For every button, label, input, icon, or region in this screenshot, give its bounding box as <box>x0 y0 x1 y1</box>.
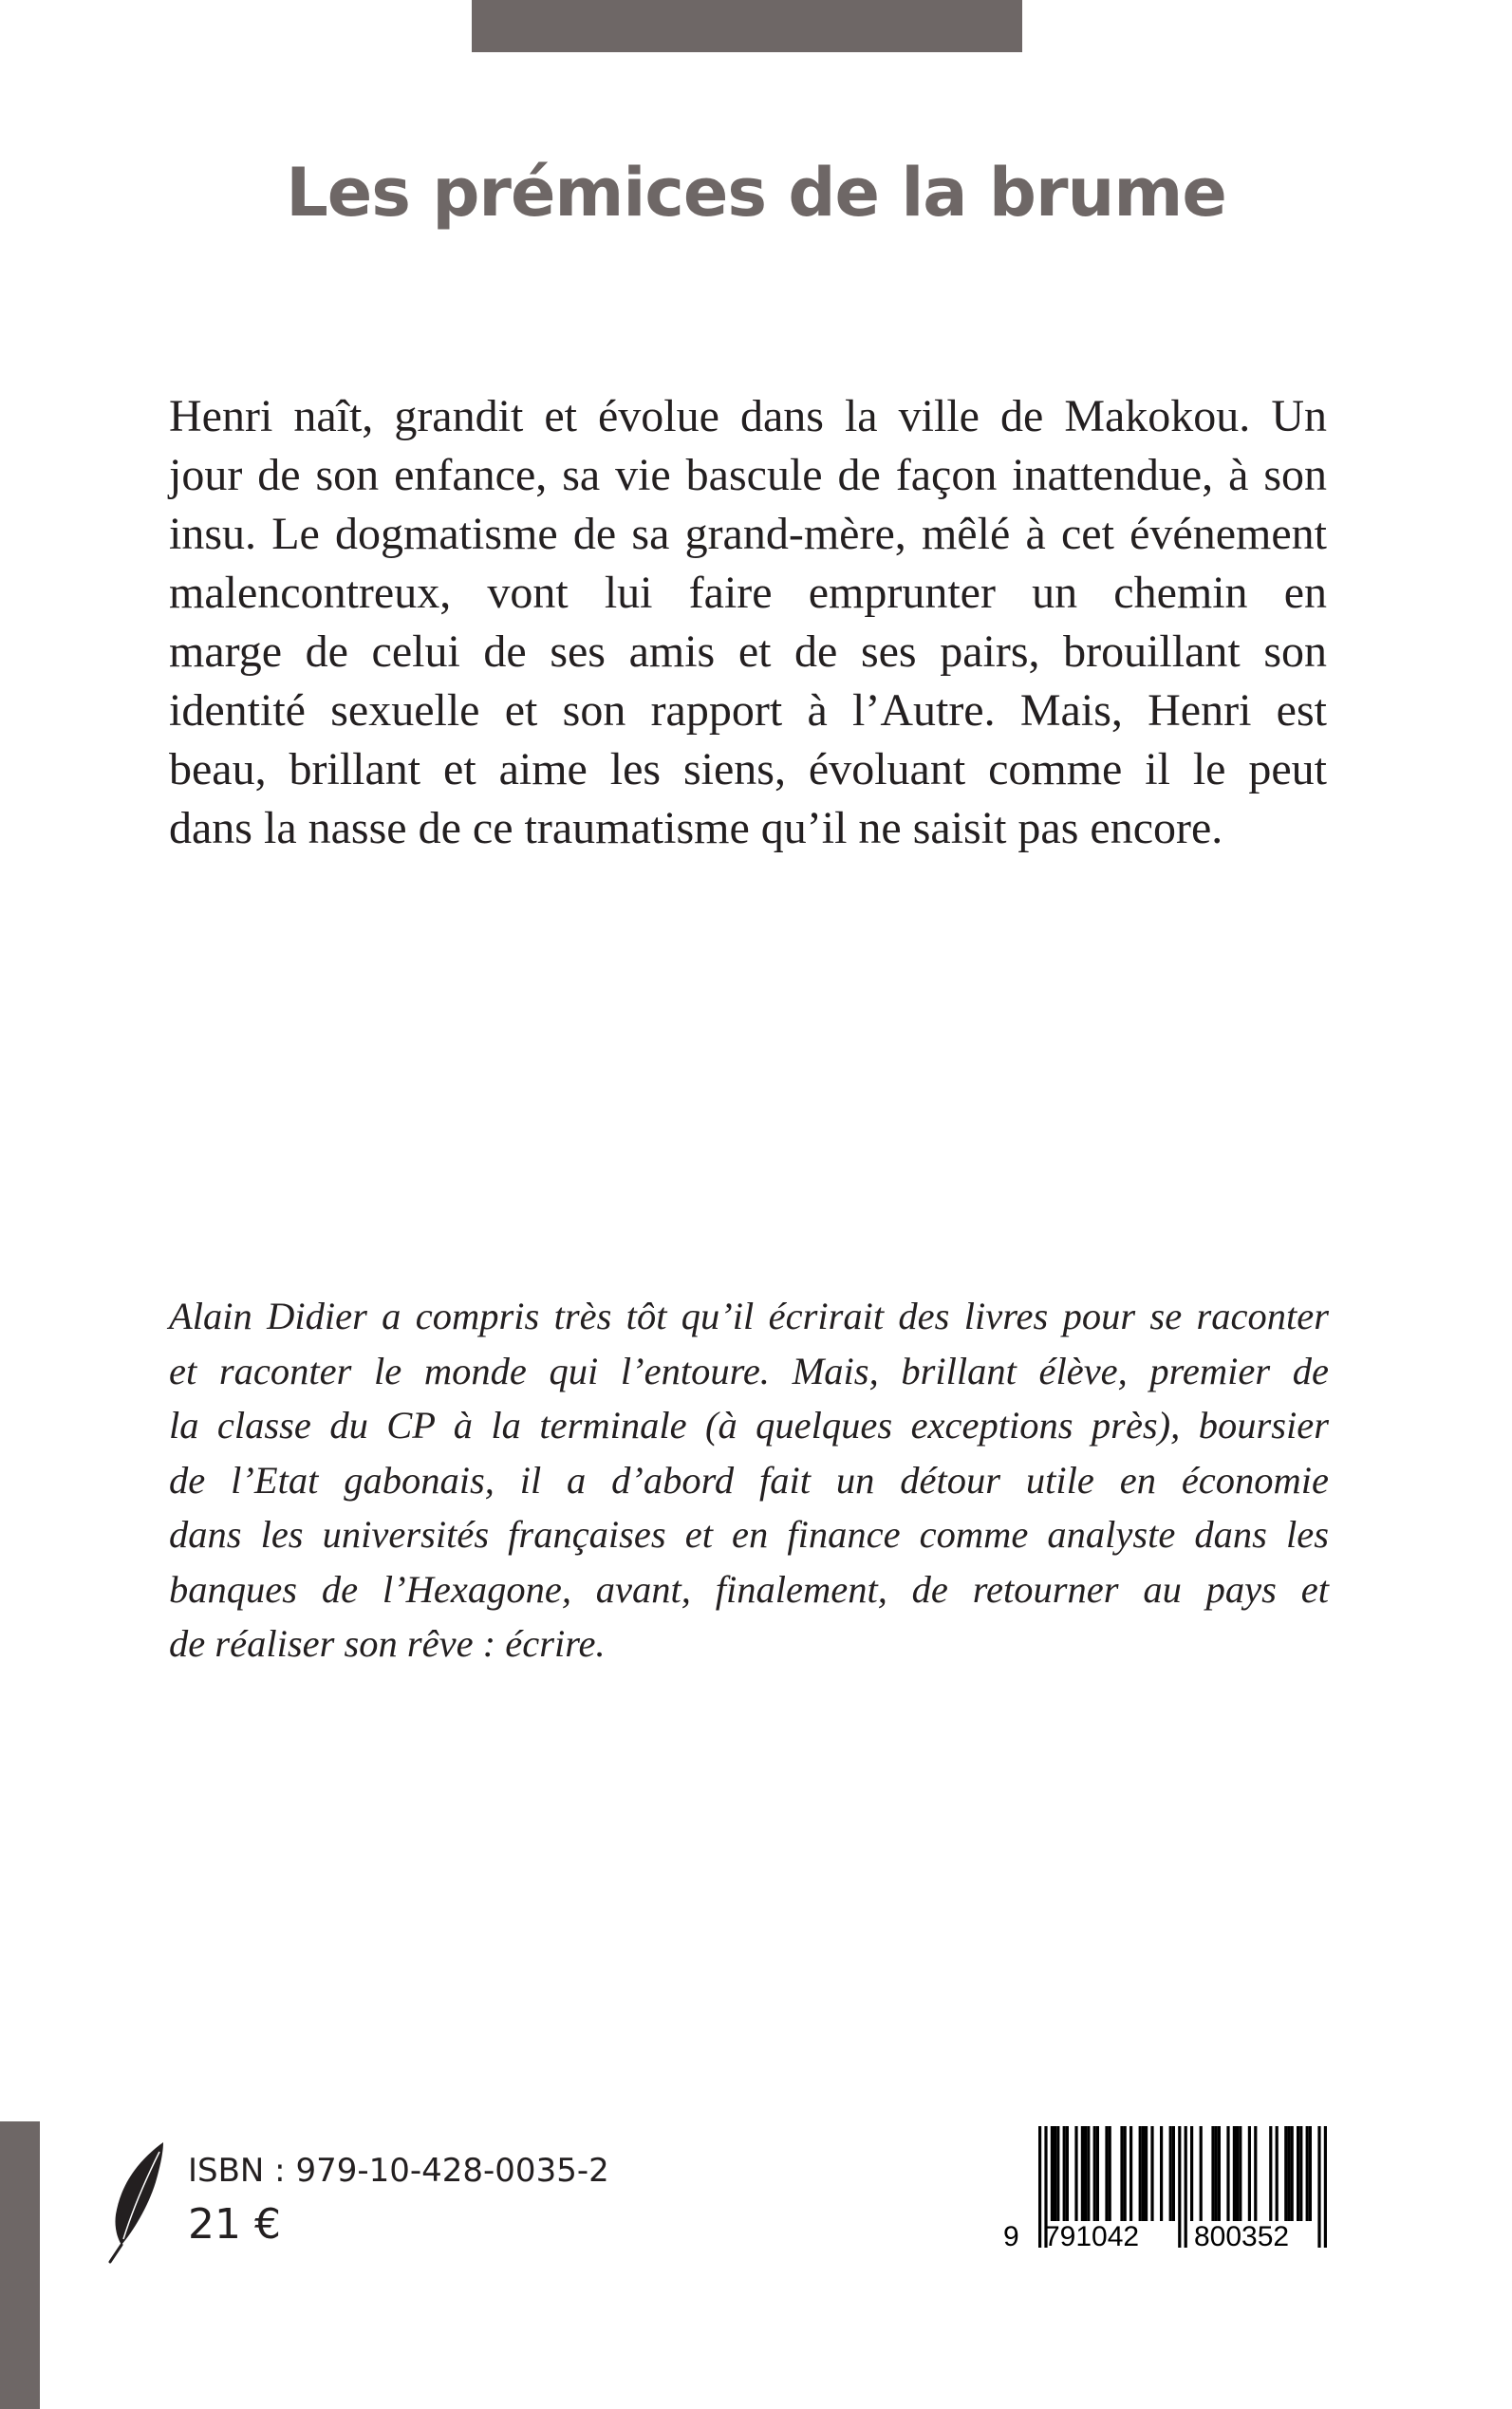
barcode-bar <box>1276 2126 1279 2221</box>
barcode-bar <box>1054 2126 1056 2221</box>
summary-line: beau, brillant et aime les siens, évoluant comme il le peut <box>169 744 1327 794</box>
barcode-bar <box>1074 2126 1077 2221</box>
barcode-bar <box>1145 2126 1148 2221</box>
barcode-bar <box>1087 2126 1090 2221</box>
barcode-bar <box>1291 2126 1294 2221</box>
barcode-bar <box>1051 2126 1054 2221</box>
summary-line: identité sexuelle et son rapport à l’Autre. Mais, Henri est <box>169 685 1327 736</box>
barcode-bar <box>1105 2126 1108 2221</box>
barcode-guard-bar <box>1324 2126 1327 2248</box>
summary-line: Henri naît, grandit et évolue dans la ville de Makokou. Un <box>169 391 1327 441</box>
barcode-bar <box>1284 2126 1287 2221</box>
barcode-digits-left: 791042 <box>1044 2221 1140 2252</box>
barcode-guard-bar <box>1178 2126 1181 2248</box>
bio-line: dans les universités françaises et en finance comme analyste dans les <box>169 1513 1329 1556</box>
bio-line: de l’Etat gabonais, il a d’abord fait un détour utile en économie <box>169 1458 1329 1502</box>
barcode-bar <box>1063 2126 1066 2221</box>
barcode-bar <box>1200 2126 1203 2221</box>
barcode-guard-bar <box>1038 2126 1041 2248</box>
price-text: 21 € <box>188 2200 281 2249</box>
summary-line: jour de son enfance, sa vie bascule de façon inattendue, à son <box>169 450 1327 500</box>
barcode-digit-first: 9 <box>1003 2221 1019 2252</box>
barcode-bar <box>1139 2126 1142 2221</box>
barcode-bar <box>1142 2126 1145 2221</box>
summary-line: dans la nasse de ce traumatisme qu’il ne saisit pas encore. <box>169 803 1223 853</box>
summary-line: insu. Le dogmatisme de sa grand-mère, mêlé à cet événement <box>169 509 1327 559</box>
barcode-bar <box>1236 2126 1239 2221</box>
isbn-text: ISBN : 979-10-428-0035-2 <box>188 2152 609 2190</box>
barcode-guard-bar <box>1185 2126 1187 2248</box>
barcode-digits-right: 800352 <box>1194 2221 1290 2252</box>
barcode-bar <box>1254 2126 1257 2221</box>
top-accent-bar <box>472 0 1022 52</box>
barcode-bar <box>1150 2126 1153 2221</box>
barcode-bar <box>1299 2126 1302 2221</box>
bio-line: de réaliser son rêve : écrire. <box>169 1622 606 1665</box>
barcode-bar <box>1297 2126 1299 2221</box>
summary-line: malencontreux, vont lui faire emprunter un chemin en <box>169 568 1327 618</box>
barcode-bar <box>1160 2126 1163 2221</box>
barcode-bar <box>1124 2126 1127 2221</box>
barcode-guard-bar <box>1317 2126 1320 2248</box>
bio-line: Alain Didier a compris très tôt qu’il écrirait des livres pour se raconter <box>169 1295 1329 1337</box>
barcode-bar <box>1081 2126 1084 2221</box>
side-accent-bar <box>0 2121 40 2409</box>
barcode-bar <box>1306 2126 1309 2221</box>
bio-line: la classe du CP à la terminale (à quelques exceptions près), boursier <box>169 1404 1329 1447</box>
barcode-bar <box>1120 2126 1123 2221</box>
barcode-bar <box>1215 2126 1218 2221</box>
barcode-bar <box>1093 2126 1096 2221</box>
barcode-bar <box>1084 2126 1087 2221</box>
barcode-bar <box>1233 2126 1236 2221</box>
author-bio <box>169 1289 1329 1671</box>
barcode-bar <box>1287 2126 1290 2221</box>
barcode-bar <box>1218 2126 1221 2221</box>
summary-line: marge de celui de ses amis et de ses pairs, brouillant son <box>169 626 1327 677</box>
barcode-bar <box>1226 2126 1229 2221</box>
barcode-bar <box>1109 2126 1111 2221</box>
feather-icon <box>104 2140 171 2264</box>
bio-line: et raconter le monde qui l’entoure. Mais, brillant élève, premier de <box>169 1349 1329 1392</box>
barcode-bar <box>1211 2126 1214 2221</box>
barcode-bar <box>1056 2126 1059 2221</box>
book-summary <box>169 387 1327 858</box>
barcode-bar <box>1248 2126 1251 2221</box>
book-title: Les prémices de la brume <box>286 154 1226 232</box>
barcode-bar <box>1269 2126 1272 2221</box>
barcode-bar <box>1172 2126 1175 2221</box>
barcode-bar <box>1096 2126 1099 2221</box>
barcode-bar <box>1309 2126 1312 2221</box>
barcode-bar <box>1190 2126 1193 2221</box>
barcode-bar <box>1239 2126 1241 2221</box>
bio-line: banques de l’Hexagone, avant, finalement, de retourner au pays et <box>169 1567 1329 1611</box>
barcode-bar <box>1066 2126 1069 2221</box>
barcode-bar <box>1169 2126 1172 2221</box>
barcode-bar <box>1129 2126 1132 2221</box>
